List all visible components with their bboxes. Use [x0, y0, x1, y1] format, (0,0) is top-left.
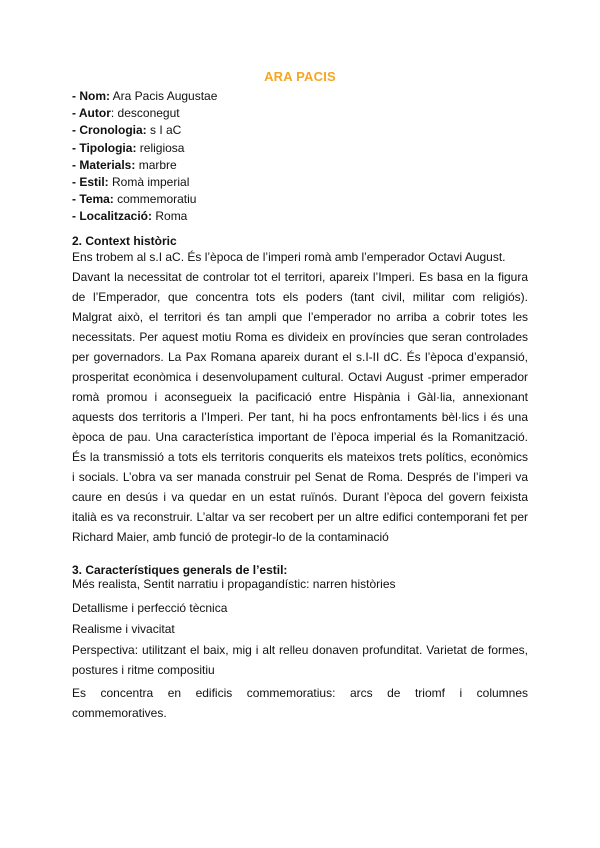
- paragraph-line: i socials. L’obra va ser manada construir pel Senat de Roma. Després de l’imperi va: [72, 470, 528, 484]
- style-features: [72, 640, 528, 680]
- style-features: [72, 598, 528, 618]
- feature-line: postures i ritme compositiu: [72, 663, 215, 677]
- paragraph-line: necessitats. Per aquest motiu Roma es divideix en províncies que seran controlades: [72, 330, 528, 344]
- field-value: s I aC: [146, 123, 182, 138]
- feature-line: Perspectiva: utilitzant el baix, mig i alt relleu donaven profunditat. Varietat de formes,: [72, 643, 528, 657]
- paragraph-line: Richard Maier, amb funció de protegir-lo de la contaminació: [72, 530, 389, 544]
- field-value: Roma: [152, 209, 188, 224]
- paragraph-line: Davant la necessitat de controlar tot el territori, apareix l’Imperi. Es basa en la figura: [72, 270, 528, 284]
- style-features: [72, 683, 528, 723]
- context-paragraph: [72, 247, 528, 547]
- paragraph-line: caure en desús i va quedar en un estat ruïnós. Durant l’època del govern feixista: [72, 490, 528, 504]
- paragraph-line: per governadors. La Pax Romana apareix durant el s.I-II dC. És l’època d’expansió,: [72, 350, 528, 364]
- feature-line: Es concentra en edificis commemoratius: arcs de triomf i columnes: [72, 686, 528, 700]
- field-estil: [72, 174, 217, 191]
- field-label: - Localització:: [72, 209, 153, 224]
- field-value: religiosa: [136, 140, 185, 155]
- feature-line: commemoratives.: [72, 706, 167, 720]
- field-value: Ara Pacis Augustae: [110, 89, 218, 103]
- field-localitzacio: [72, 208, 217, 225]
- field-tipologia: [72, 140, 217, 157]
- section-heading-context: 2. Context històric: [72, 234, 177, 248]
- paragraph-line: prosperitat econòmica i desenvolupament cultural. Octavi August -primer emperador: [72, 370, 528, 384]
- field-cronologia: [72, 122, 217, 139]
- field-label: - Tipologia:: [72, 140, 137, 155]
- field-label: - Tema:: [72, 192, 114, 207]
- paragraph-line: És la transmissió a tots els territoris conquerits els mateixos trets polítics, econòmics: [72, 450, 528, 464]
- field-tema: [72, 191, 217, 208]
- paragraph-line: italià es va reconstruir. L’altar va ser recobert per un altre edifici contemporani fet per: [72, 510, 528, 524]
- feature-line: Més realista, Sentit narratiu i propagandístic: narren històries: [72, 577, 396, 591]
- feature-line: Realisme i vivacitat: [72, 622, 175, 636]
- field-label: - Estil:: [72, 175, 109, 190]
- field-value: commemoratiu: [113, 192, 197, 207]
- paragraph-line: romà promou i aconsegueix la pacificació entre Hispània i Gàl·lia, annexionant: [72, 390, 528, 404]
- field-autor: [72, 105, 217, 122]
- field-value: marbre: [135, 157, 177, 172]
- paragraph-line: de l’Emperador, que concentra tots els poders (tant civil, militar com religiós).: [72, 290, 528, 304]
- paragraph-line: aquests dos territoris a l’Imperi. Per tant, hi ha pocs enfrontaments bèl·lics i és una: [72, 410, 528, 424]
- feature-line: Detallisme i perfecció tècnica: [72, 601, 228, 615]
- paragraph-line: època de pau. Una característica important de l’època imperial és la Romanització.: [72, 430, 528, 444]
- field-materials: [72, 157, 217, 174]
- paragraph-line: Ens trobem al s.I aC. És l’època de l’imperi romà amb l’emperador Octavi August.: [72, 250, 506, 264]
- style-features: [72, 574, 528, 594]
- artwork-details: [72, 88, 217, 226]
- field-nom: [72, 88, 217, 105]
- field-label: - Autor: [72, 106, 111, 121]
- field-label: - Cronologia:: [72, 123, 147, 138]
- style-features: [72, 619, 528, 639]
- field-label: - Nom:: [72, 89, 110, 103]
- section-heading-style: 3. Característiques generals de l’estil:: [72, 563, 288, 577]
- field-value: Romà imperial: [108, 175, 190, 190]
- paragraph-line: Malgrat això, el territori és tan ampli que l’emperador no arriba a cobrir totes les: [72, 310, 528, 324]
- field-value: : desconegut: [110, 106, 180, 121]
- field-label: - Materials:: [72, 157, 136, 172]
- document-title: ARA PACIS: [264, 69, 336, 84]
